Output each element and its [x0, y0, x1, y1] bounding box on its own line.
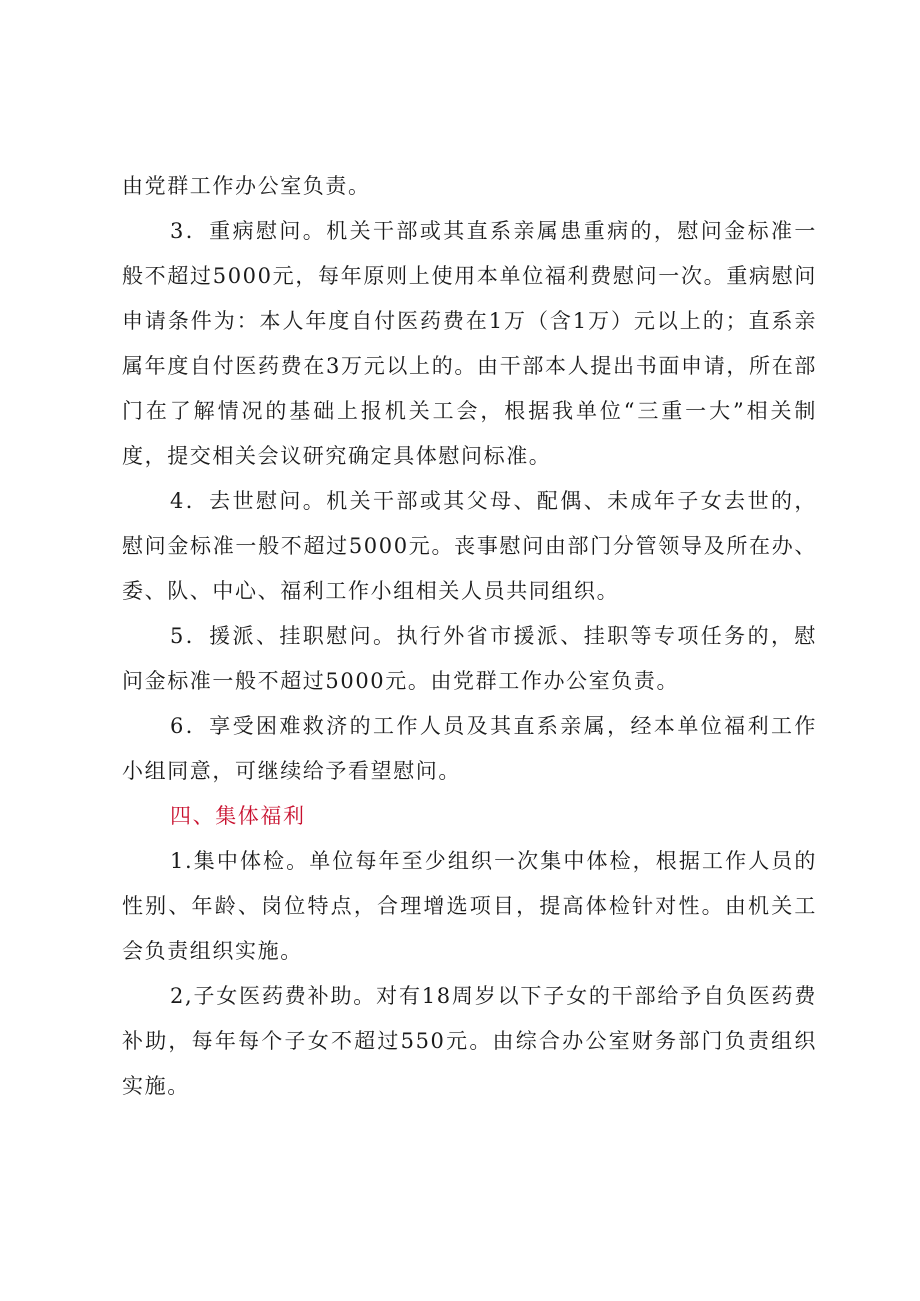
section-heading-collective-welfare: 四、集体福利 — [170, 804, 306, 828]
paragraph-bereavement-condolence: 4．去世慰问。机关干部或其父母、配偶、未成年子女去世的，慰问金标准一般不超过5000元。丧事慰问由部门分管领导及所在办、委、队、中心、福利工作小组相关人员共同组织。 — [122, 489, 817, 603]
paragraph-child-medical-subsidy: 2,子女医药费补助。对有18周岁以下子女的干部给予自负医药费补助，每年每个子女不超过550元。由综合办公室财务部门负责组织实施。 — [122, 984, 817, 1098]
paragraph-continuation: 由党群工作办公室负责。 — [122, 174, 371, 198]
paragraph-serious-illness-condolence: 3．重病慰问。机关干部或其直系亲属患重病的，慰问金标准一般不超过5000元，每年原则上使用本单位福利费慰问一次。重病慰问申请条件为：本人年度自付医药费在1万（含1万）元以上的；直系亲属年度自付医药费在3万元以上的。由干部本人提出书面申请，所在部门在了解情况的基础上报机关工会，根据我单位“三重一大”相关制度，提交相关会议研究确定具体慰问标准。 — [122, 219, 817, 468]
paragraph-physical-exam: 1.集中体检。单位每年至少组织一次集中体检，根据工作人员的性别、年龄、岗位特点，合理增选项目，提高体检针对性。由机关工会负责组织实施。 — [122, 849, 817, 963]
paragraph-assignment-condolence: 5．援派、挂职慰问。执行外省市援派、挂职等专项任务的，慰问金标准一般不超过5000元。由党群工作办公室负责。 — [122, 624, 817, 693]
document-body — [122, 164, 817, 1109]
paragraph-hardship-visit: 6．享受困难救济的工作人员及其直系亲属，经本单位福利工作小组同意，可继续给予看望慰问。 — [122, 714, 817, 783]
